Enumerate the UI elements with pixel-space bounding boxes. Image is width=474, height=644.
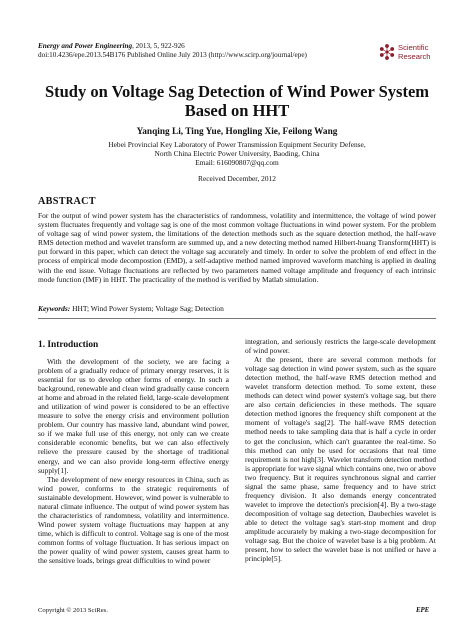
keywords xyxy=(38,304,436,313)
left-column xyxy=(38,338,229,565)
publisher-name xyxy=(398,43,431,61)
scientific-research-logo-icon xyxy=(378,43,396,61)
affiliation-line2: North China Electric Power University, Baoding, China xyxy=(154,149,320,159)
journal-citation xyxy=(38,42,307,51)
author-email: Email: 616090807@qq.com xyxy=(195,158,279,168)
copyright: Copyright © 2013 SciRes. xyxy=(38,607,108,614)
intro-paragraph-2-cont: integration, and seriously restricts the large-scale development of wind power. xyxy=(245,337,436,356)
abstract-heading: ABSTRACT xyxy=(38,196,96,207)
section-divider xyxy=(38,318,436,319)
title-line2: Based on HHT xyxy=(184,101,290,120)
journal-issue: , 2013, 5, 922-926 xyxy=(132,42,185,50)
publisher-line1: Scientific xyxy=(398,43,429,52)
affiliation-line1: Hebei Provincial Key Laboratory of Power Transmission Equipment Security Defense, xyxy=(108,140,366,149)
paper-title xyxy=(40,82,434,120)
intro-paragraph-1: With the development of the society, we are facing a problem of a gradually reduce of primary energy reserves, it is essential for us to develop other forms of energy. In such a background, renewable and clean wind gradually cause concern at home and abroad in the related field, large-scale development and utilization of wind power is considered to be an effective measure to solve the energy crisis and environment pollution problem. Our country has massive land, abundant wind power, so if we make full use of this energy, not only can we create considerable economic benefits, but we can also effectively relieve the pressure caused by the shortage of traditional energy, and we can also provide long-term effective energy supply[1]. xyxy=(38,357,229,475)
intro-paragraph-3: At the present, there are several common methods for voltage sag detection in wind power system, such as the square detection method, the half-wave RMS detection method and wavelet transform detection method. To some extent, these methods can detect wind power system's voltage sag, but there are also certain deficiencies in these methods. The square detection method ignores the frequency shift component at the moment of voltage's sag[2]. The half-wave RMS detection method needs to take sampling data that is half a cycle in order to get the conclusion, which can't guarantee the real-time. So this method can only be used for occasions that real time requirement is not high[3]. Wavelet transform detection method is appropriate for wave signal which contains one, two or above two frequency. But it requires synchronous signal and carrier signal the same phase, same frequency and to have strict frequency division. It also demands energy concentrated wavelet to improve the detection's precision[4]. By a two-stage decomposition of voltage sag detection, Daubechies wavelet is able to detect the voltage sag's start-stop moment and drop amplitude accurately by making a two-stage decomposition for voltage sag. But the choice of wavelet base is a big problem. At present, how to select the wavelet base is not unified or have a principle[5]. xyxy=(245,355,436,564)
journal-header xyxy=(38,42,307,60)
publisher-line2: Research xyxy=(398,52,431,61)
abstract-text: For the output of wind power system has the characteristics of randomness, volatility and intermittence, the voltage of wind power system fluctuates frequently and voltage sag is one of the most common voltage fluctuations in wind power system. For the problem of voltage sag of wind power system, the limitations of the detection methods such as the square detection method, the half-wave RMS detection method and wavelet transform are summed up, and a new detecting method named Hilbert-huang Transform(HHT) is put forward in this paper, which can detect the voltage sag accurately and timely. In order to solve the problem of end effect in the process of empirical mode decompostion (EMD), a self-adaptive method named improved waveform matching is applied in dealing with the end issue. Voltage fluctuations are reflected by two parameters named voltage amplitude and frequency of each intrinsic mode function (IMF) in HHT. The practicality of the method is verified by Matlab simulation. xyxy=(38,211,436,284)
intro-heading: 1. Introduction xyxy=(38,340,99,350)
authors: Yanqing Li, Ting Yue, Hongling Xie, Feilong Wang xyxy=(136,127,338,137)
keywords-text: HHT; Wind Power System; Voltage Sag; Detection xyxy=(70,304,224,313)
publisher-logo xyxy=(378,42,442,64)
title-line1: Study on Voltage Sag Detection of Wind Power System xyxy=(44,82,430,101)
journal-name: Energy and Power Engineering xyxy=(38,42,133,50)
right-column xyxy=(245,337,436,563)
intro-paragraph-2: The development of new energy resources in China, such as wind power, conforms to the strategic requirements of sustainable development. However, wind power is vulnerable to natural climate influence. The output of wind power system has the characteristics of randomness, volatility and intermittence. Wind power system voltage fluctuations may happen at any time, which is difficult to control. Voltage sag is one of the most common forms of voltage fluctuation. It has serious impact on the power quality of wind power system, causes great harm to the sensitive loads, brings great difficulties to wind power xyxy=(38,474,229,566)
affiliation xyxy=(40,140,434,168)
doi-line: doi:10.4236/epe.2013.54B176 Published Online July 2013 (http://www.scirp.org/journal/epe) xyxy=(38,51,307,59)
keywords-label: Keywords: xyxy=(38,304,71,313)
journal-abbreviation: EPE xyxy=(416,607,430,614)
received-date: Received December, 2012 xyxy=(198,174,276,183)
